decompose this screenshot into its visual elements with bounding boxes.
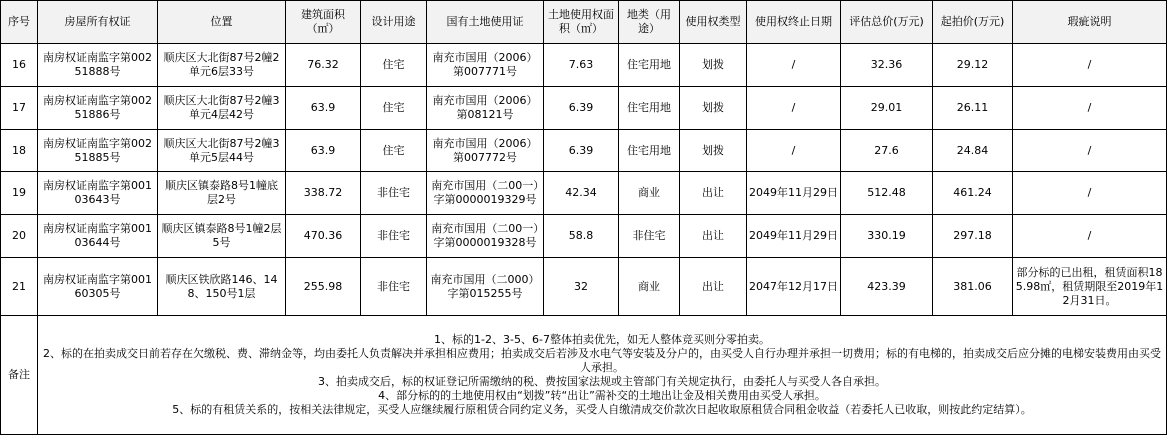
header-area: 建筑面积（㎡） (286, 1, 361, 44)
note-line: 4、部分标的的土地使用权由“划拨”转“出让”需补交的土地出让金及相关费用由买受人承担。 (378, 389, 826, 402)
cell-land-cert: 南充市国用（二000）字第015255号 (427, 258, 544, 316)
cell-area: 63.9 (286, 87, 361, 130)
cell-end-date: 2049年11月29日 (747, 215, 841, 258)
cell-end-date: / (747, 44, 841, 87)
table-row (1, 258, 1167, 316)
cell-land-type: 住宅用地 (619, 87, 680, 130)
cell-purpose: 住宅 (361, 87, 427, 130)
cell-seq: 19 (1, 172, 38, 215)
cell-land-cert: 南充市国用（二00一）字第0000019328号 (427, 215, 544, 258)
cell-defect: / (1013, 87, 1167, 130)
cell-cert: 南房权证南监字第00251885号 (38, 130, 158, 172)
header-right-type: 使用权类型 (680, 1, 747, 44)
header-cert: 房屋所有权证 (38, 1, 158, 44)
cell-cert: 南房权证南监字第00160305号 (38, 258, 158, 316)
header-land-type: 地类（用途） (619, 1, 680, 44)
cell-location: 顺庆区镇泰路8号1幢2层5号 (158, 215, 286, 258)
cell-total-price: 32.36 (841, 44, 933, 87)
note-line: 2、标的在拍卖成交日前若存在欠缴税、费、滞纳金等，均由委托人负责解决并承担相应费用；拍卖成交后若涉及水电气等安装及分户的，由买受人自行办理并承担一切费用；标的有电梯的，拍卖成交后应分摊的电梯安装费用由买受人承担。 (43, 347, 1161, 374)
cell-seq: 17 (1, 87, 38, 130)
cell-land-cert: 南充市国用（2006）第007771号 (427, 44, 544, 87)
notes-content (38, 316, 1167, 435)
cell-cert: 南房权证南监字第00103644号 (38, 215, 158, 258)
table-row (1, 87, 1167, 130)
note-line: 5、标的有租赁关系的，按相关法律规定，买受人应继续履行原租赁合同约定义务，买受人自缴清成交价款次日起收取原租赁合同租金收益（若委托人已收取，则按此约定结算）。 (172, 403, 1032, 416)
cell-purpose: 非住宅 (361, 258, 427, 316)
cell-defect: / (1013, 130, 1167, 172)
cell-location: 顺庆区镇泰路8号1幢底层2号 (158, 172, 286, 215)
table-row (1, 215, 1167, 258)
cell-land-type: 商业 (619, 172, 680, 215)
cell-end-date: 2049年11月29日 (747, 172, 841, 215)
cell-land-area: 58.8 (544, 215, 619, 258)
cell-end-date: / (747, 130, 841, 172)
cell-land-area: 6.39 (544, 130, 619, 172)
cell-location: 顺庆区大北街87号2幢3单元4层42号 (158, 87, 286, 130)
cell-land-type: 住宅用地 (619, 130, 680, 172)
cell-land-cert: 南充市国用（2006）第08121号 (427, 87, 544, 130)
cell-purpose: 住宅 (361, 130, 427, 172)
header-start-price: 起拍价(万元) (933, 1, 1013, 44)
cell-area: 338.72 (286, 172, 361, 215)
cell-purpose: 非住宅 (361, 172, 427, 215)
cell-land-area: 32 (544, 258, 619, 316)
notes-row (1, 316, 1167, 435)
table-row (1, 44, 1167, 87)
header-purpose: 设计用途 (361, 1, 427, 44)
cell-seq: 21 (1, 258, 38, 316)
cell-total-price: 29.01 (841, 87, 933, 130)
cell-area: 470.36 (286, 215, 361, 258)
table-row (1, 130, 1167, 172)
cell-area: 255.98 (286, 258, 361, 316)
cell-area: 76.32 (286, 44, 361, 87)
cell-right-type: 出让 (680, 258, 747, 316)
cell-seq: 18 (1, 130, 38, 172)
header-defect: 瑕疵说明 (1013, 1, 1167, 44)
table-header-row (1, 1, 1167, 44)
cell-start-price: 26.11 (933, 87, 1013, 130)
cell-land-area: 7.63 (544, 44, 619, 87)
cell-start-price: 461.24 (933, 172, 1013, 215)
cell-start-price: 297.18 (933, 215, 1013, 258)
cell-cert: 南房权证南监字第00251886号 (38, 87, 158, 130)
cell-total-price: 330.19 (841, 215, 933, 258)
cell-seq: 20 (1, 215, 38, 258)
cell-right-type: 划拨 (680, 87, 747, 130)
header-total-price: 评估总价(万元) (841, 1, 933, 44)
cell-end-date: 2047年12月17日 (747, 258, 841, 316)
header-end-date: 使用权终止日期 (747, 1, 841, 44)
note-line: 1、标的1-2、3-5、6-7整体拍卖优先，如无人整体竞买则分零拍卖。 (434, 333, 770, 346)
notes-label: 备注 (1, 316, 38, 435)
cell-defect: / (1013, 44, 1167, 87)
header-land-cert: 国有土地使用证 (427, 1, 544, 44)
cell-right-type: 出让 (680, 172, 747, 215)
cell-right-type: 划拨 (680, 44, 747, 87)
cell-location: 顺庆区大北街87号2幢3单元5层44号 (158, 130, 286, 172)
cell-purpose: 住宅 (361, 44, 427, 87)
cell-land-cert: 南充市国用（二00一）字第0000019329号 (427, 172, 544, 215)
table-row (1, 172, 1167, 215)
cell-defect: 部分标的已出租，租赁面积185.98㎡，租赁期限至2019年12月31日。 (1013, 258, 1167, 316)
cell-land-type: 商业 (619, 258, 680, 316)
cell-total-price: 27.6 (841, 130, 933, 172)
cell-start-price: 381.06 (933, 258, 1013, 316)
cell-cert: 南房权证南监字第00103643号 (38, 172, 158, 215)
cell-land-type: 非住宅 (619, 215, 680, 258)
cell-defect: / (1013, 172, 1167, 215)
cell-location: 顺庆区铁欣路146、148、150号1层 (158, 258, 286, 316)
cell-right-type: 出让 (680, 215, 747, 258)
cell-land-area: 42.34 (544, 172, 619, 215)
header-location: 位置 (158, 1, 286, 44)
cell-total-price: 423.39 (841, 258, 933, 316)
header-seq: 序号 (1, 1, 38, 44)
cell-purpose: 非住宅 (361, 215, 427, 258)
cell-defect: / (1013, 215, 1167, 258)
cell-cert: 南房权证南监字第00251888号 (38, 44, 158, 87)
cell-total-price: 512.48 (841, 172, 933, 215)
cell-right-type: 划拨 (680, 130, 747, 172)
cell-land-cert: 南充市国用（2006）第007772号 (427, 130, 544, 172)
cell-seq: 16 (1, 44, 38, 87)
cell-start-price: 29.12 (933, 44, 1013, 87)
note-line: 3、拍卖成交后，标的权证登记所需缴纳的税、费按国家法规或主管部门有关规定执行，由委托人与买受人各自承担。 (318, 375, 886, 388)
cell-land-area: 6.39 (544, 87, 619, 130)
cell-land-type: 住宅用地 (619, 44, 680, 87)
cell-start-price: 24.84 (933, 130, 1013, 172)
cell-area: 63.9 (286, 130, 361, 172)
header-land-area: 土地使用权面积（㎡） (544, 1, 619, 44)
cell-end-date: / (747, 87, 841, 130)
cell-location: 顺庆区大北街87号2幢2单元6层33号 (158, 44, 286, 87)
